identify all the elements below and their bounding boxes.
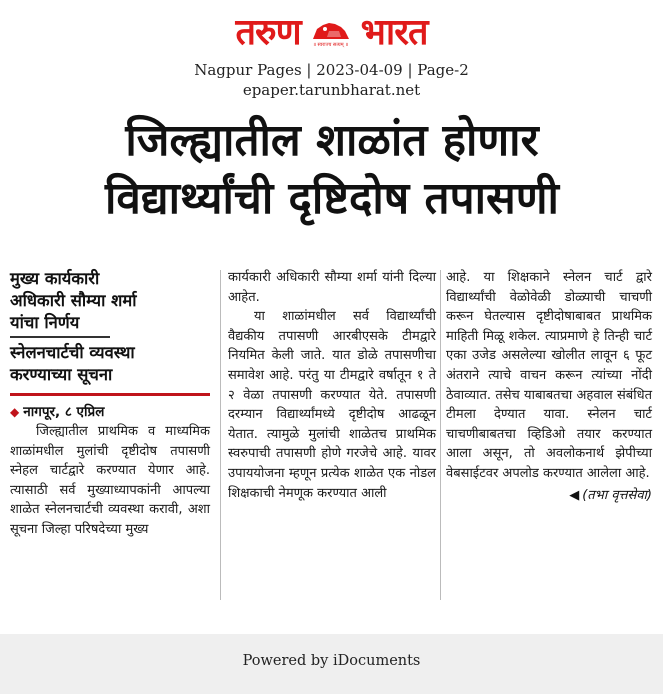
dateline [10,402,210,422]
dateline-text: नागपूर, ८ एप्रिल [23,404,105,420]
article-deck [10,268,210,334]
article-credit [446,486,652,506]
deck-line-1: मुख्य कार्यकारी [10,269,100,288]
deck-divider [10,336,110,338]
deck-red-rule [10,393,210,396]
body-paragraph-4: आहे. या शिक्षकाने स्नेलन चार्ट द्वारे विद्यार्थ्यांची वेळोवेळी डोळ्याची चाचणी करून घेतल्यास दृष्टीदोषाबाबत प्राथमिक माहिती मिळू शकेल. त्याप्रमाणे हे तिन्ही चार्ट एका उजेड असलेल्या खोलीत लावून ६ फूट अंतराने त्याचे वाचन करून त्यांच्या नोंदी ठेवाव्यात. तसेच याबाबतचा अहवाल संबंधित टीमला देण्यात यावा. स्नेलन चार्ट चाचणीबाबतचा व्हिडिओ तयार करण्यात आला असून, तो अवलोकनार्थ झेपीच्या वेबसाईटवर अपलोड करण्यात आलेला आहे. [446,270,652,481]
headline-line-2: विद्यार्थ्यांची दृष्टिदोष तपासणी [105,173,559,224]
credit-text: (तभा वृत्तसेवा) [582,487,652,503]
article-column-2 [228,268,436,503]
headline-line-1: जिल्ह्यातील शाळांत होणार [125,115,539,166]
deck-line-2: अधिकारी सौम्या शर्मा [10,291,137,310]
column-divider-2 [440,270,441,600]
edition-site-link[interactable]: epaper.tarunbharat.net [242,81,421,99]
column-divider-1 [220,270,221,600]
body-paragraph-1: जिल्ह्यातील प्राथमिक व माध्यमिक शाळांमधील मुलांची दृष्टीदोष तपासणी स्नेहल चार्टद्वारे करण्यात येणार आहे. त्यासाठी सर्व मुख्याध्यापकांनी आपल्या शाळेत स्नेलनचार्टची व्यवस्था करावी, अशा सूचना जिल्हा परिषदेच्या मुख्य [10,424,210,537]
triangle-left-icon: ◀ [569,487,580,503]
edition-meta: Nagpur Pages | 2023-04-09 | Page-2 [194,61,469,79]
article-column-3 [446,268,652,506]
logo-word-right: भारत [360,12,428,53]
masthead [0,14,663,52]
subdeck-line-1: स्नेलनचार्टची व्यवस्था [10,343,135,362]
logo-word-left: तरुण [235,12,301,53]
article-headline [12,112,652,228]
article-column-1 [10,268,210,540]
logo-tagline: ॥ स्वराज्य सत्यम् ॥ [312,42,349,48]
body-paragraph-2: कार्यकारी अधिकारी सौम्या शर्मा यांनी दिल्या आहेत. [228,270,436,305]
body-paragraph-3: या शाळांमधील सर्व विद्यार्थ्यांची वैद्यकीय तपासणी आरबीएसके टीमद्वारे नियमित केली जाते. यात डोळे तपासणीचा समावेश आहे. परंतु या टीमद्वारे वर्षातून १ ते २ वेळा तपासणी करण्यात येते. तपासणी दरम्यान विद्यार्थ्यांमध्ये दृष्टीदोष आढळून येतात. त्यामुळे मुलांची शाळेतच प्राथमिक स्वरुपाची तपासणी होणे गरजेचे आहे. यावर उपाययोजना म्हणून प्रत्येक शाळेत एक नोडल शिक्षकाची नेमणूक करण्यात आली [228,309,436,501]
footer-bar [0,634,663,694]
newspaper-logo[interactable] [236,14,428,52]
deck-line-3: यांचा निर्णय [10,313,80,332]
lion-emblem-icon [309,19,353,48]
article-subdeck [10,342,210,386]
article-body [10,268,652,608]
diamond-bullet-icon: ◆ [10,405,20,419]
subdeck-line-2: करण्याच्या सूचना [10,365,113,384]
footer-powered-by[interactable]: Powered by iDocuments [242,653,421,669]
